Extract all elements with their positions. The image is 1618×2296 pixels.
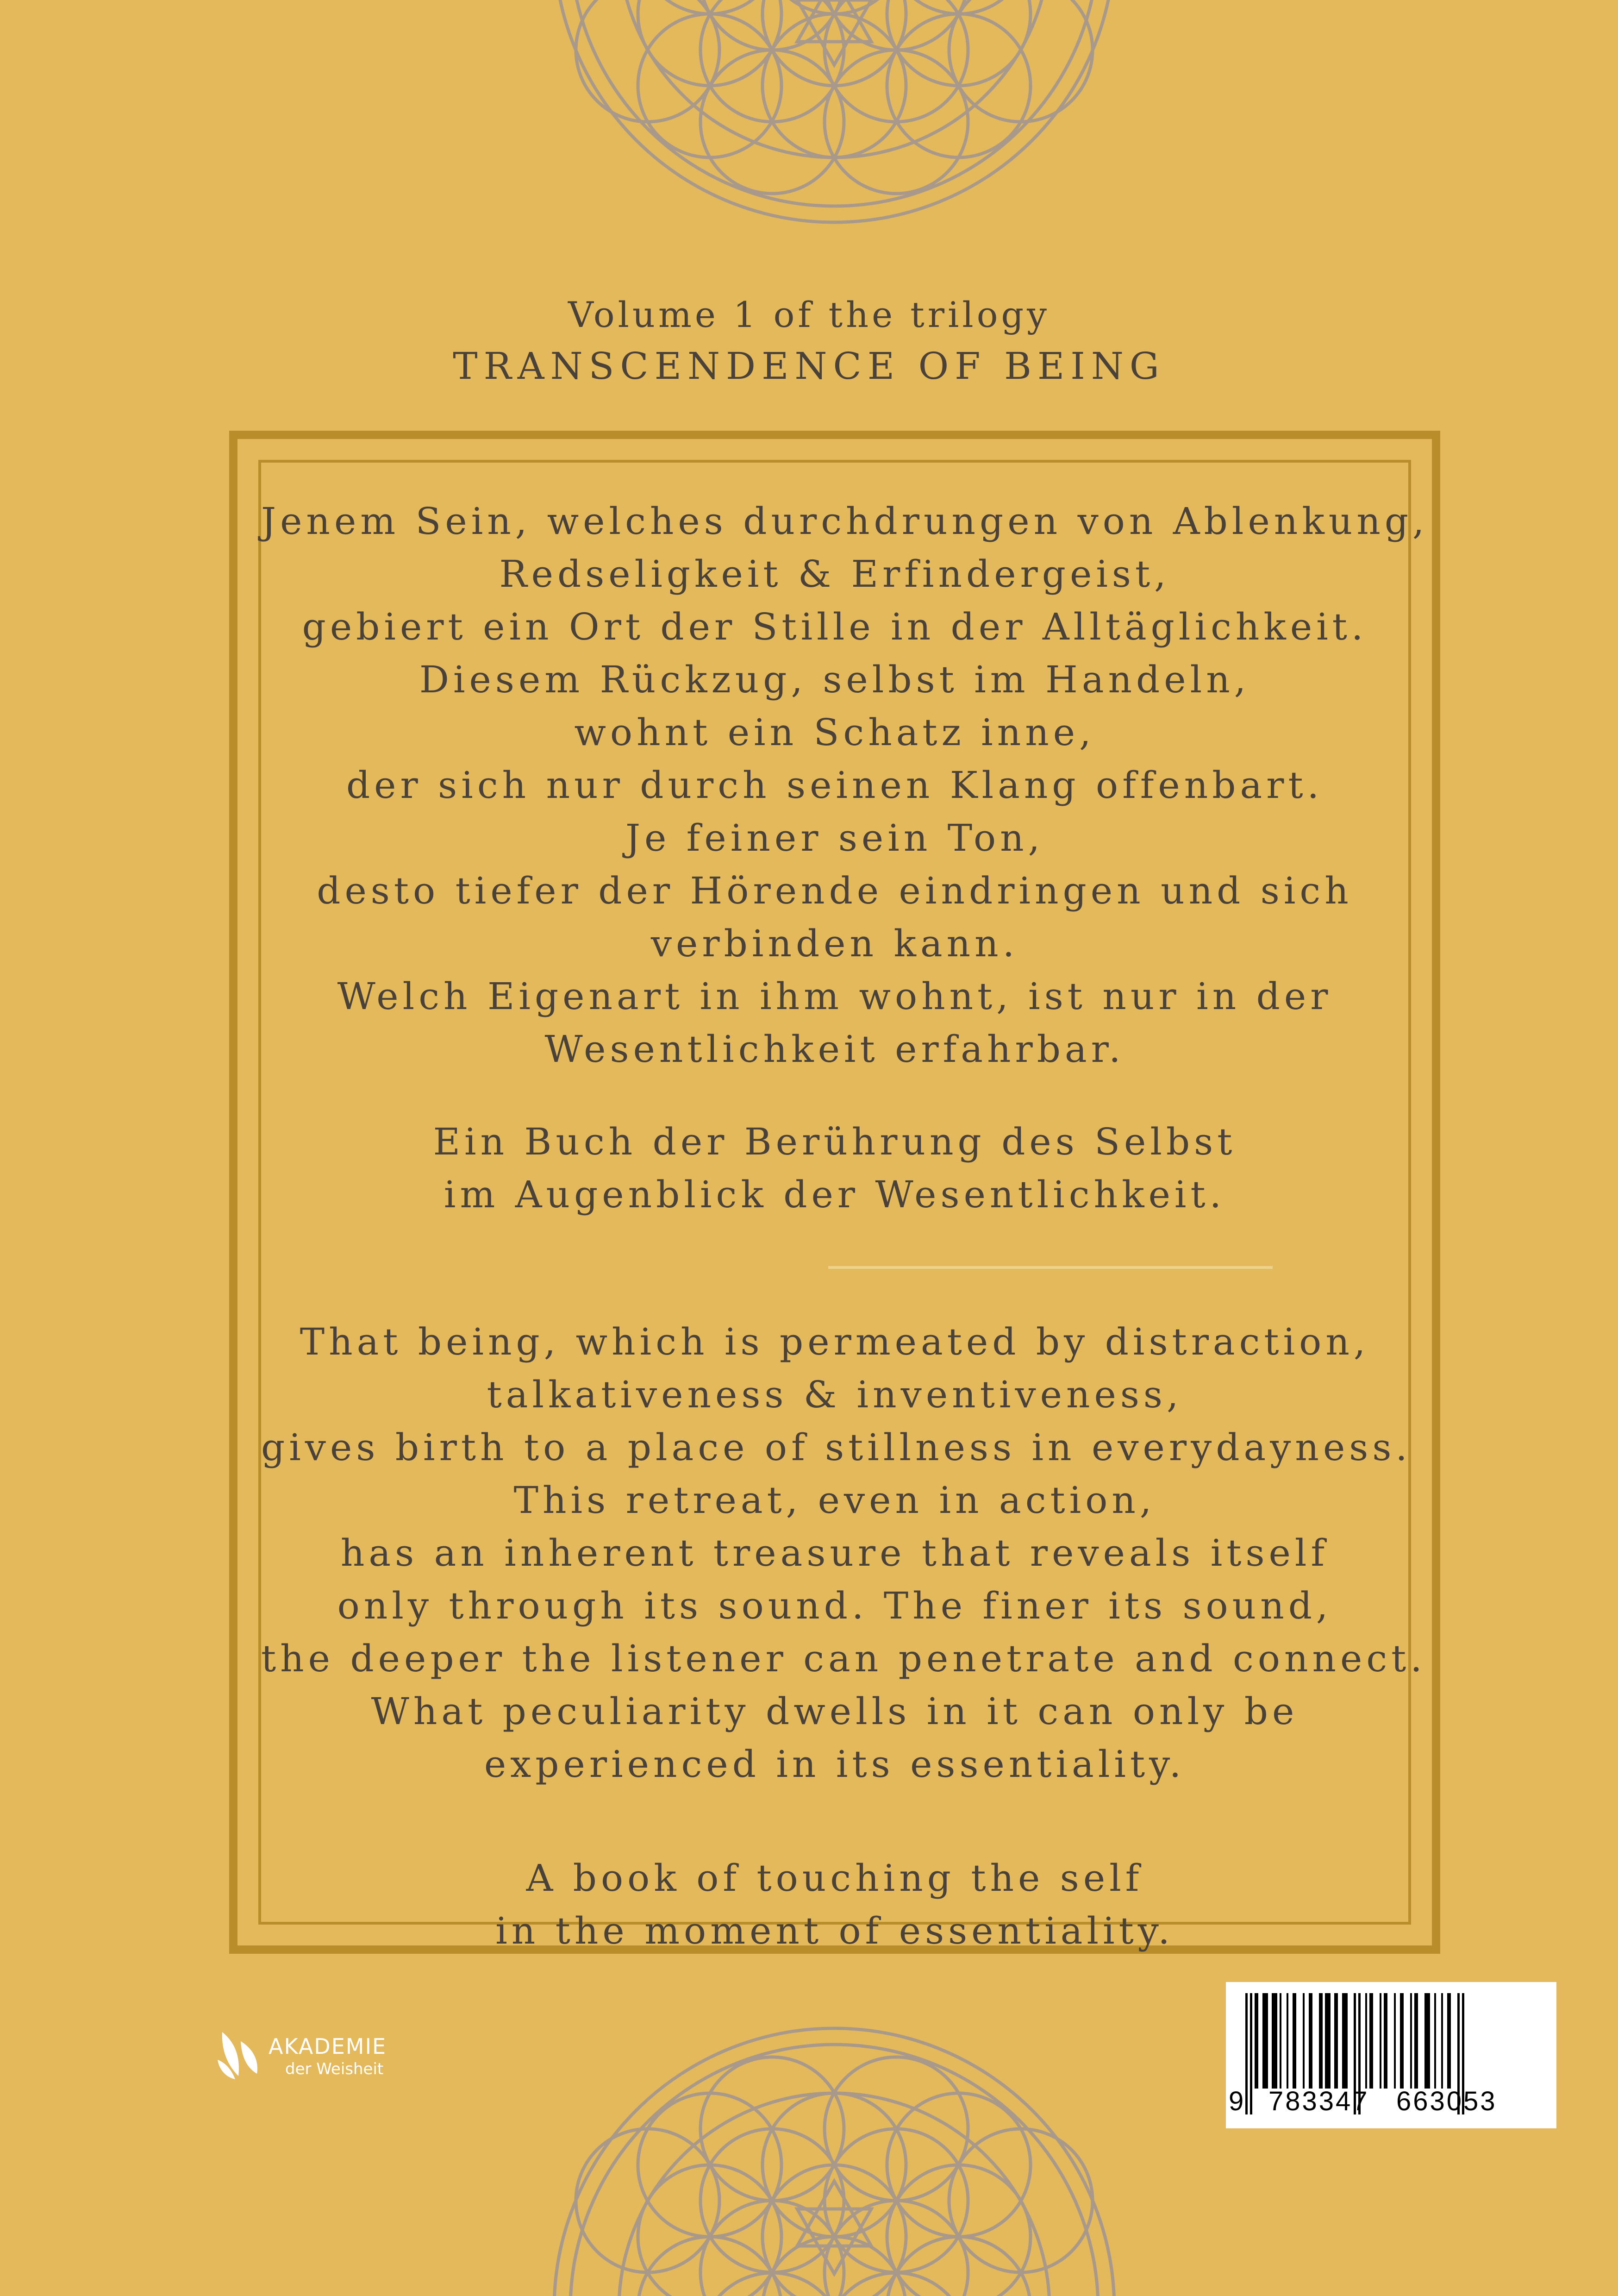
barcode-bar [1410, 1993, 1412, 2089]
german-tagline [261, 1116, 1408, 1221]
isbn-barcode [1226, 1982, 1556, 2128]
barcode-digit-group: 663053 [1396, 2086, 1497, 2116]
barcode-bar [1245, 1993, 1248, 2114]
barcode-bar [1441, 1993, 1443, 2089]
barcode-bar [1342, 1993, 1348, 2089]
blurb-frame [229, 431, 1440, 1954]
publisher-subtitle: der Weisheit [285, 2060, 384, 2078]
german-line: Wesentlichkeit erfahrbar. [544, 1028, 1125, 1071]
german-tagline-line: Ein Buch der Berührung des Selbst [433, 1120, 1237, 1163]
german-tagline-line: im Augenblick der Wesentlichkeit. [444, 1173, 1226, 1216]
barcode-bar [1309, 1993, 1312, 2089]
barcode-bar [1394, 1993, 1396, 2089]
barcode-bar [1424, 1993, 1430, 2089]
series-volume-line: Volume 1 of the trilogy [568, 294, 1050, 335]
english-tagline-line: in the moment of essentiality. [495, 1909, 1174, 1952]
barcode-bar [1287, 1993, 1288, 2089]
section-divider [828, 1266, 1273, 1269]
barcode-bar [1293, 1993, 1296, 2089]
english-line: experienced in its essentiality. [484, 1743, 1186, 1786]
german-line: Welch Eigenart in ihm wohnt, ist nur in der [337, 975, 1332, 1018]
english-line: What peculiarity dwells in it can only be [371, 1690, 1299, 1733]
german-blurb [261, 495, 1429, 1076]
barcode-bar [1369, 1993, 1373, 2089]
flower-of-life-icon [550, 0, 1119, 227]
barcode-bar [1384, 1993, 1387, 2089]
barcode-digit-group: 783347 [1268, 2086, 1369, 2116]
english-line: gives birth to a place of stillness in everydayness. [261, 1426, 1412, 1469]
english-tagline-line: A book of touching the self [526, 1857, 1143, 1900]
barcode-bar [1262, 1993, 1268, 2089]
barcode-bar [1303, 1993, 1305, 2089]
german-line: Redseligkeit & Erfindergeist, [499, 552, 1170, 596]
german-line: Je feiner sein Ton, [625, 816, 1044, 859]
english-line: talkativeness & inventiveness, [487, 1373, 1183, 1416]
lotus-leaf-icon [213, 2027, 264, 2083]
flower-of-life-icon [550, 2024, 1119, 2296]
barcode-lead-digit: 9 [1229, 2086, 1244, 2116]
barcode-bar [1400, 1993, 1404, 2089]
barcode-bar [1447, 1993, 1451, 2089]
barcode-bar [1325, 1993, 1331, 2089]
german-line: der sich nur durch seinen Klang offenbart. [346, 764, 1324, 807]
english-blurb [261, 1316, 1426, 1791]
german-line: Jenem Sein, welches durchdrungen von Ablenkung, [261, 500, 1429, 543]
barcode-bar [1434, 1993, 1436, 2089]
barcode-bar [1250, 1993, 1252, 2114]
barcode-bar [1380, 1993, 1381, 2089]
german-line: gebiert ein Ort der Stille in der Alltäglichkeit. [302, 605, 1368, 648]
series-heading [0, 292, 1618, 392]
german-line: desto tiefer der Hörende eindringen und sich [317, 869, 1353, 912]
barcode-bar [1414, 1993, 1418, 2089]
barcode-bar [1255, 1993, 1258, 2089]
series-title: TRANSCENDENCE OF BEING [453, 345, 1165, 388]
publisher-name: AKADEMIE [269, 2034, 387, 2059]
publisher-logo [213, 2024, 407, 2089]
english-line: only through its sound. The finer its sound, [337, 1584, 1332, 1627]
barcode-bar [1272, 1993, 1277, 2089]
barcode-bar [1334, 1993, 1338, 2089]
barcode-bar [1280, 1993, 1281, 2089]
german-line: wohnt ein Schatz inne, [574, 711, 1095, 754]
english-line: That being, which is permeated by distraction, [300, 1320, 1370, 1363]
english-line: the deeper the listener can penetrate and connect. [261, 1637, 1426, 1680]
english-line: has an inherent treasure that reveals itself [340, 1531, 1329, 1575]
english-tagline [261, 1852, 1408, 1957]
german-line: verbinden kann. [650, 922, 1019, 965]
barcode-bar [1319, 1993, 1323, 2089]
german-line: Diesem Rückzug, selbst im Handeln, [419, 658, 1250, 701]
english-line: This retreat, even in action, [513, 1479, 1156, 1522]
blurb-inner-border [258, 460, 1429, 1952]
barcode-bar [1365, 1993, 1367, 2089]
